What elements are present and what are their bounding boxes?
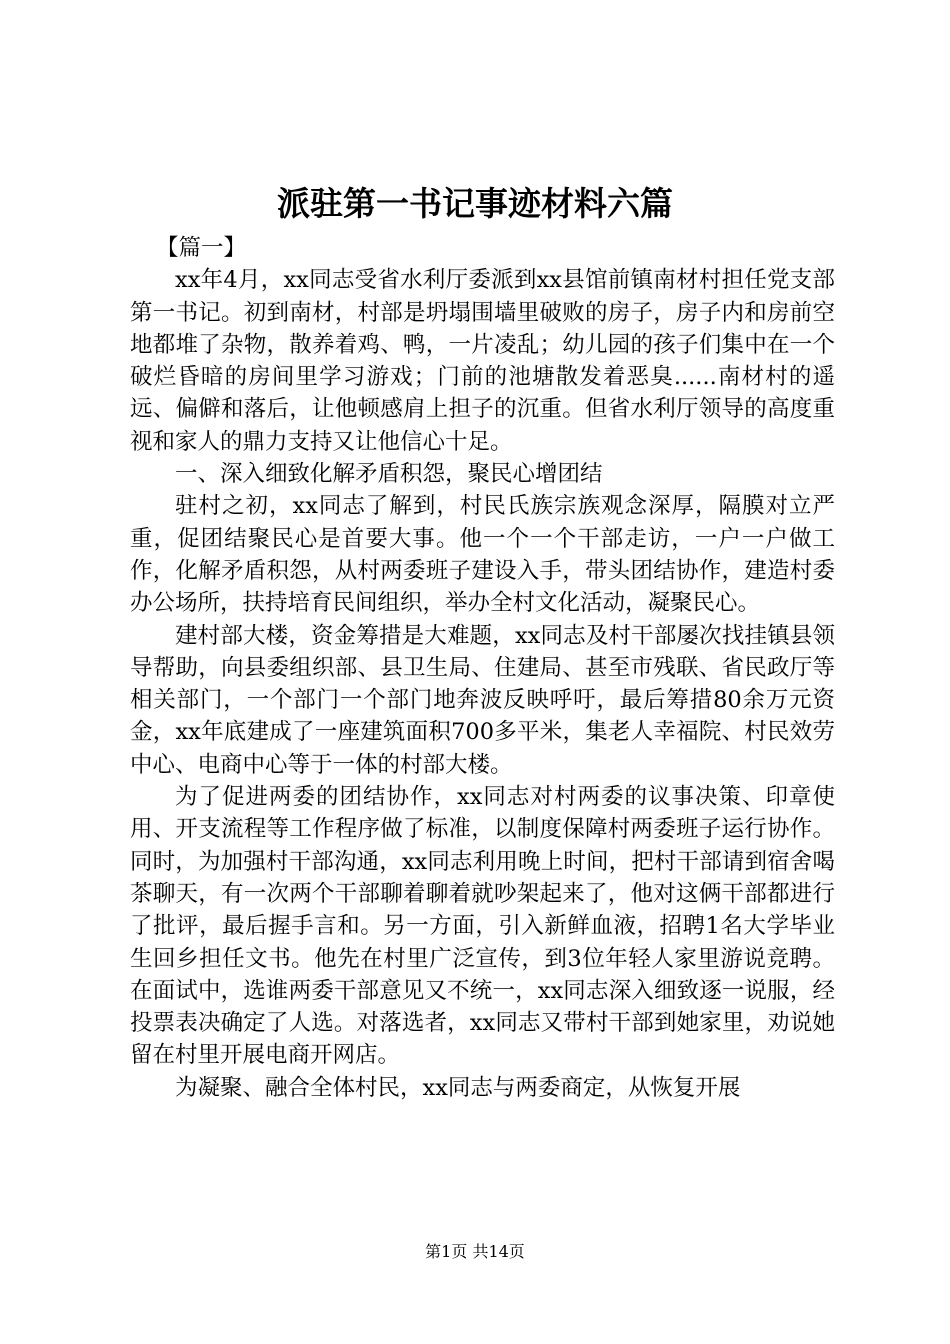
section-heading: 一、深入细致化解矛盾积怨，聚民心增团结 (175, 461, 603, 488)
document-title: 派驻第一书记事迹材料六篇 (277, 184, 673, 223)
paragraph: xx年4月，xx同志受省水利厅委派到xx县馆前镇南材村担任党支部第一书记。初到南材，村部是坍塌围墙里破败的房子，房子内和房前空地都堆了杂物，散养着鸡、鸭，一片凌乱；幼儿园的孩子们集中在一个破烂昏暗的房间里学习游戏；门前的池塘散发着恶臭......南材村的遥远、偏僻和落后，让他顿感肩上担子的沉重。但省水利厅领导的高度重视和家人的鼎力支持又让他信心十足。 (130, 267, 835, 455)
document-body (130, 232, 835, 1104)
paragraph: 建村部大楼，资金筹措是大难题，xx同志及村干部屡次找挂镇县领导帮助，向县委组织部、县卫生局、住建局、甚至市残联、省民政厅等相关部门，一个部门一个部门地奔波反映呼吁，最后筹措80余万元资金，xx年底建成了一座建筑面积700多平米，集老人幸福院、村民效劳中心、电商中心等于一体的村部大楼。 (130, 622, 835, 778)
chapter-label: 【篇一】 (156, 235, 247, 261)
paragraph: 为了促进两委的团结协作，xx同志对村两委的议事决策、印章使用、开支流程等工作程序做了标准，以制度保障村两委班子运行协作。同时，为加强村干部沟通，xx同志利用晚上时间，把村干部请到宿舍喝茶聊天，有一次两个干部聊着聊着就吵架起来了，他对这俩干部都进行了批评，最后握手言和。另一方面，引入新鲜血液，招聘1名大学毕业生回乡担任文书。他先在村里广泛宣传，到3位年轻人家里游说竞聘。在面试中，选谁两委干部意见又不统一，xx同志深入细致逐一说服，经投票表决确定了人选。对落选者，xx同志又带村干部到她家里，劝说她留在村里开展电商开网店。 (130, 784, 835, 1069)
page-footer: 第1页 共14页 (425, 1242, 525, 1261)
paragraph: 驻村之初，xx同志了解到，村民氏族宗族观念深厚，隔膜对立严重，促团结聚民心是首要大事。他一个一个干部走访，一户一户做工作，化解矛盾积怨，从村两委班子建设入手，带头团结协作，建造村委办公场所，扶持培育民间组织，举办全村文化活动，凝聚民心。 (130, 493, 835, 617)
paragraph: 为凝聚、融合全体村民，xx同志与两委商定，从恢复开展 (175, 1074, 741, 1101)
